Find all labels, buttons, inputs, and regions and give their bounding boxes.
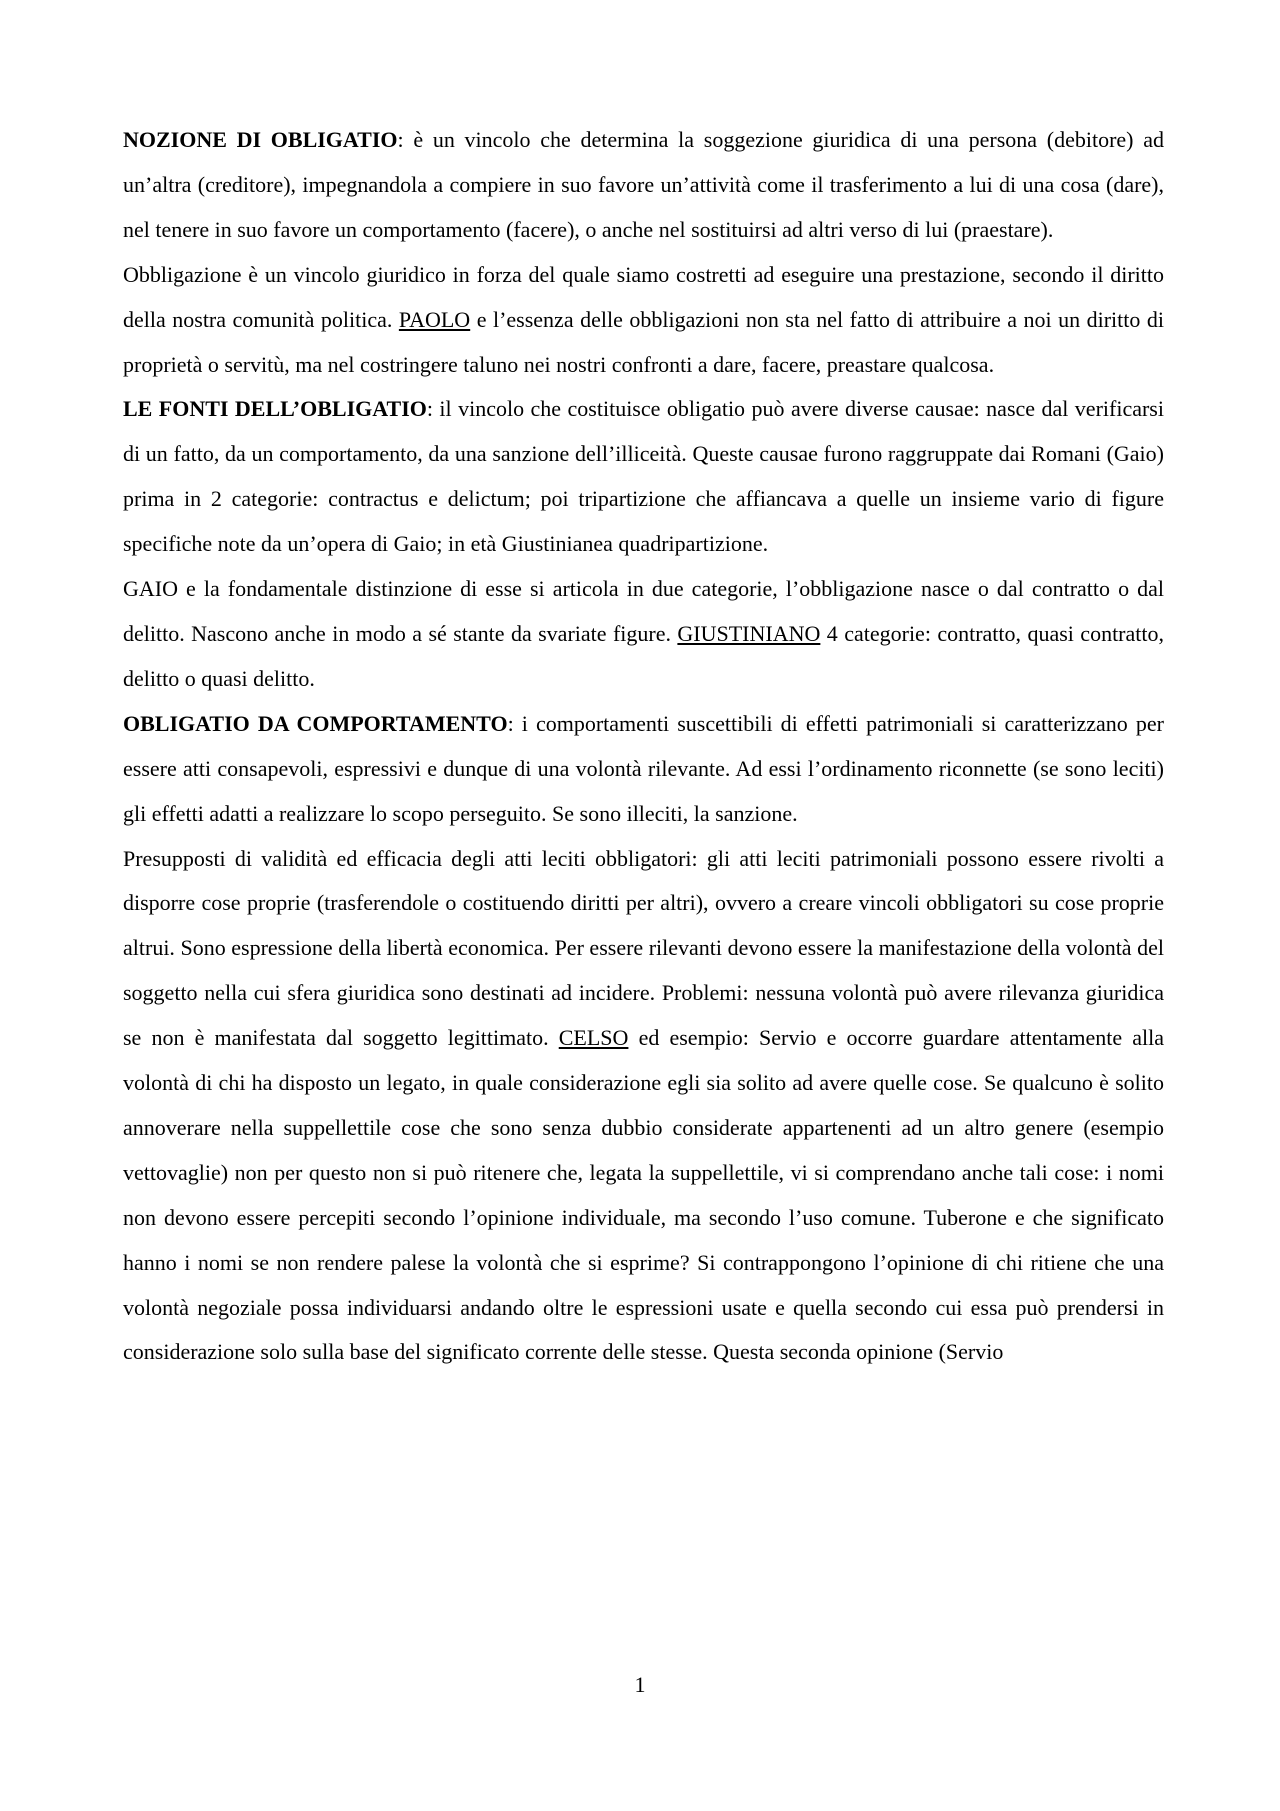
author-reference-giustiniano: GIUSTINIANO bbox=[677, 620, 821, 646]
paragraph-text: e l’essenza delle obbligazioni non sta nel fatto di attribuire a noi un diritto di proprietà o servitù, ma nel costringere taluno nei nostri confronti a dare, facere, preastare qualcosa. bbox=[123, 306, 1164, 377]
document-body bbox=[123, 118, 1164, 1375]
paragraph-text: : i comportamenti suscettibili di effetti patrimoniali si caratterizzano per essere atti consapevoli, espressivi e dunque di una volontà rilevante. Ad essi l’ordinamento riconnette (se sono leciti) gli effetti adatti a realizzare lo scopo perseguito. Se sono illeciti, la sanzione. bbox=[123, 710, 1164, 826]
section-heading: NOZIONE DI OBLIGATIO bbox=[123, 127, 398, 152]
paragraph-text: GAIO e la fondamentale distinzione di esse si articola in due categorie, l’obbligazione nasce o dal contratto o dal delitto. Nascono anche in modo a sé stante da svariate figure. bbox=[123, 576, 1164, 646]
paragraph-text: Presupposti di validità ed efficacia degli atti leciti obbligatori: gli atti leciti patrimoniali possono essere rivolti a disporre cose proprie (trasferendole o costituendo diritti per altri), ovvero a creare vincoli obbligatori su cose proprie altrui. Sono espressione della libertà economica. Per essere rilevanti devono essere la manifestazione della volontà del soggetto nella cui sfera giuridica sono destinati ad incidere. Problemi: nessuna volontà può avere rilevanza giuridica se non è manifestata dal soggetto legittimato. bbox=[123, 845, 1164, 1051]
author-reference-paolo: PAOLO bbox=[398, 306, 471, 332]
paragraph-nozione-di-obligatio bbox=[123, 118, 1164, 253]
section-heading: LE FONTI DELL’OBLIGATIO bbox=[123, 396, 427, 422]
paragraph-presupposti bbox=[123, 837, 1164, 1376]
paragraph-text: : il vincolo che costituisce obligatio può avere diverse causae: nasce dal verificarsi di un fatto, da un comportamento, da una sanzione dell’illiceità. Queste causae furono raggruppate dai Romani (Gaio) prima in 2 categorie: contractus e delictum; poi tripartizione che affiancava a quelle un insieme vario di figure specifiche note da un’opera di Gaio; in età Giustinianea quadripartizione. bbox=[123, 396, 1164, 557]
paragraph-text: ed esempio: Servio e occorre guardare attentamente alla volontà di chi ha disposto un legato, in quale considerazione egli sia solito ad avere quelle cose. Se qualcuno è solito annoverare nella suppellettile cose che sono senza dubbio considerate appartenenti ad un altro genere (esempio vettovaglie) non per questo non si può ritenere che, legata la suppellettile, vi si comprendano anche tali cose: i nomi non devono essere percepiti secondo l’opinione individuale, ma secondo l’uso comune. Tuberone e che significato hanno i nomi se non rendere palese la volontà che si esprime? Si contrappongono l’opinione di chi ritiene che una volontà negoziale possa individuarsi andando oltre le espressioni usate e quella secondo cui essa può prendersi in considerazione solo sulla base del significato corrente delle stesse. Questa seconda opinione (Servio bbox=[123, 1025, 1164, 1365]
page-number: 1 bbox=[634, 1672, 646, 1697]
paragraph-le-fonti-dell-obligatio bbox=[123, 387, 1164, 567]
paragraph-gaio bbox=[123, 567, 1164, 702]
paragraph-obbligazione bbox=[123, 253, 1164, 388]
paragraph-text: 4 categorie: contratto, quasi contratto, delitto o quasi delitto. bbox=[123, 620, 1164, 691]
paragraph-text: : è un vincolo che determina la soggezione giuridica di una persona (debitore) ad un’altra (creditore), impegnandola a compiere in suo favore un’attività come il trasferimento a lui di una cosa (dare), nel tenere in suo favore un comportamento (facere), o anche nel sostituirsi ad altri verso di lui (praestare). bbox=[123, 127, 1164, 242]
paragraph-obligatio-da-comportamento bbox=[123, 702, 1164, 837]
paragraph-text: Obbligazione è un vincolo giuridico in forza del quale siamo costretti ad eseguire una prestazione, secondo il diritto della nostra comunità politica. bbox=[123, 261, 1164, 332]
section-heading: OBLIGATIO DA COMPORTAMENTO bbox=[123, 710, 508, 736]
author-reference-celso: CELSO bbox=[558, 1025, 629, 1051]
